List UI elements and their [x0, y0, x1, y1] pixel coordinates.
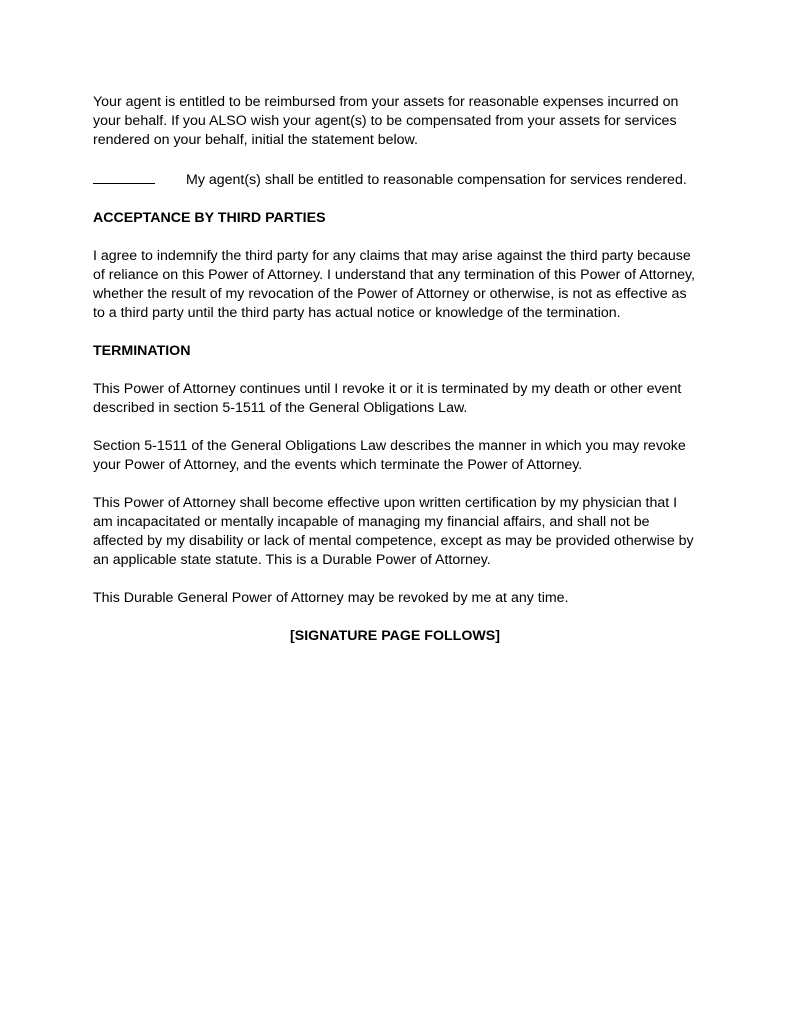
- intro-paragraph: Your agent is entitled to be reimbursed from your assets for reasonable expenses incurred on your behalf. If you ALSO wish your agent(s) to be compensated from your assets for services rendered on your behalf, initial the statement below.: [93, 94, 679, 148]
- revocation-paragraph: This Durable General Power of Attorney may be revoked by me at any time.: [93, 590, 569, 606]
- initial-compensation-row: [93, 169, 697, 190]
- termination-paragraph-1: This Power of Attorney continues until I revoke it or it is terminated by my death or other event described in section 5-1511 of the General Obligations Law.: [93, 381, 682, 416]
- acceptance-paragraph: I agree to indemnify the third party for any claims that may arise against the third party because of reliance on this Power of Attorney. I understand that any termination of this Power of Attorney, whether the result of my revocation of the Power of Attorney or otherwise, is not as effective as to a third party until the third party has actual notice or knowledge of the termination.: [93, 248, 695, 321]
- termination-heading: TERMINATION: [93, 343, 191, 359]
- signature-page-notice: [SIGNATURE PAGE FOLLOWS]: [290, 628, 500, 644]
- initial-blank-line[interactable]: [93, 169, 155, 184]
- termination-paragraph-2: Section 5-1511 of the General Obligations Law describes the manner in which you may revoke your Power of Attorney, and the events which terminate the Power of Attorney.: [93, 438, 686, 473]
- compensation-statement: My agent(s) shall be entitled to reasonable compensation for services rendered.: [186, 172, 687, 188]
- acceptance-heading: ACCEPTANCE BY THIRD PARTIES: [93, 210, 326, 226]
- document-page: [93, 93, 697, 646]
- termination-paragraph-3: This Power of Attorney shall become effective upon written certification by my physician that I am incapacitated or mentally incapable of managing my financial affairs, and shall not be affected by my disability or lack of mental competence, except as may be provided otherwise by an applicable state statute. This is a Durable Power of Attorney.: [93, 495, 694, 568]
